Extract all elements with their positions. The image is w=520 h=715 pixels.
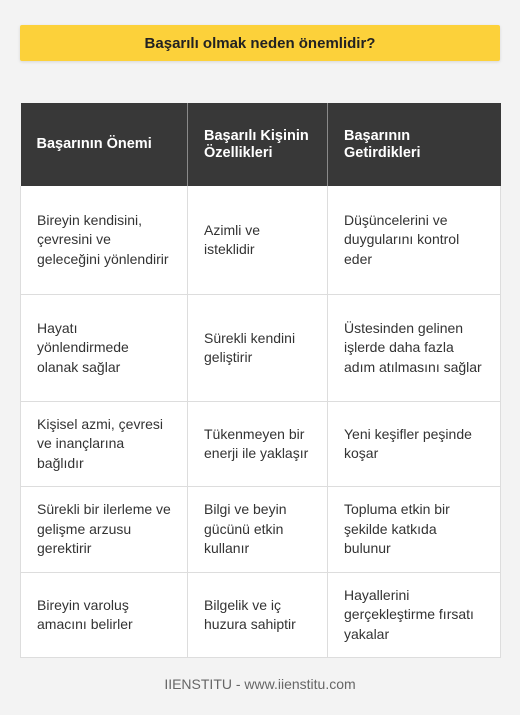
info-table xyxy=(20,103,501,658)
table-row xyxy=(21,295,501,402)
table-cell: Bilgi ve beyin gücünü etkin kullanır xyxy=(188,487,328,573)
column-header-traits: Başarılı Kişinin Özellikleri xyxy=(188,103,328,186)
table-cell: Hayallerini gerçekleştirme fırsatı yakalar xyxy=(328,573,501,658)
table-row xyxy=(21,186,501,295)
footer-credit: IIENSTITU - www.iienstitu.com xyxy=(164,676,356,692)
column-header-importance: Başarının Önemi xyxy=(21,103,188,186)
table-cell: Azimli ve isteklidir xyxy=(188,186,328,295)
table-header-row xyxy=(21,103,501,186)
table-cell: Sürekli bir ilerleme ve gelişme arzusu gerektirir xyxy=(21,487,188,573)
table-cell: Bireyin varoluş amacını belirler xyxy=(21,573,188,658)
title-banner xyxy=(20,25,500,61)
table-cell: Bilgelik ve iç huzura sahiptir xyxy=(188,573,328,658)
table-cell: Kişisel azmi, çevresi ve inançlarına bağlıdır xyxy=(21,402,188,487)
table-row xyxy=(21,573,501,658)
page-title: Başarılı olmak neden önemlidir? xyxy=(144,34,376,52)
table-cell: Bireyin kendisini, çevresini ve geleceğini yönlendirir xyxy=(21,186,188,295)
table-cell: Düşüncelerini ve duygularını kontrol eder xyxy=(328,186,501,295)
table-cell: Üstesinden gelinen işlerde daha fazla adım atılmasını sağlar xyxy=(328,295,501,402)
table-cell: Sürekli kendini geliştirir xyxy=(188,295,328,402)
table-row xyxy=(21,487,501,573)
table-cell: Hayatı yönlendirmede olanak sağlar xyxy=(21,295,188,402)
table-cell: Topluma etkin bir şekilde katkıda bulunur xyxy=(328,487,501,573)
table-cell: Tükenmeyen bir enerji ile yaklaşır xyxy=(188,402,328,487)
column-header-benefits: Başarının Getirdikleri xyxy=(328,103,501,186)
table-row xyxy=(21,402,501,487)
table-cell: Yeni keşifler peşinde koşar xyxy=(328,402,501,487)
